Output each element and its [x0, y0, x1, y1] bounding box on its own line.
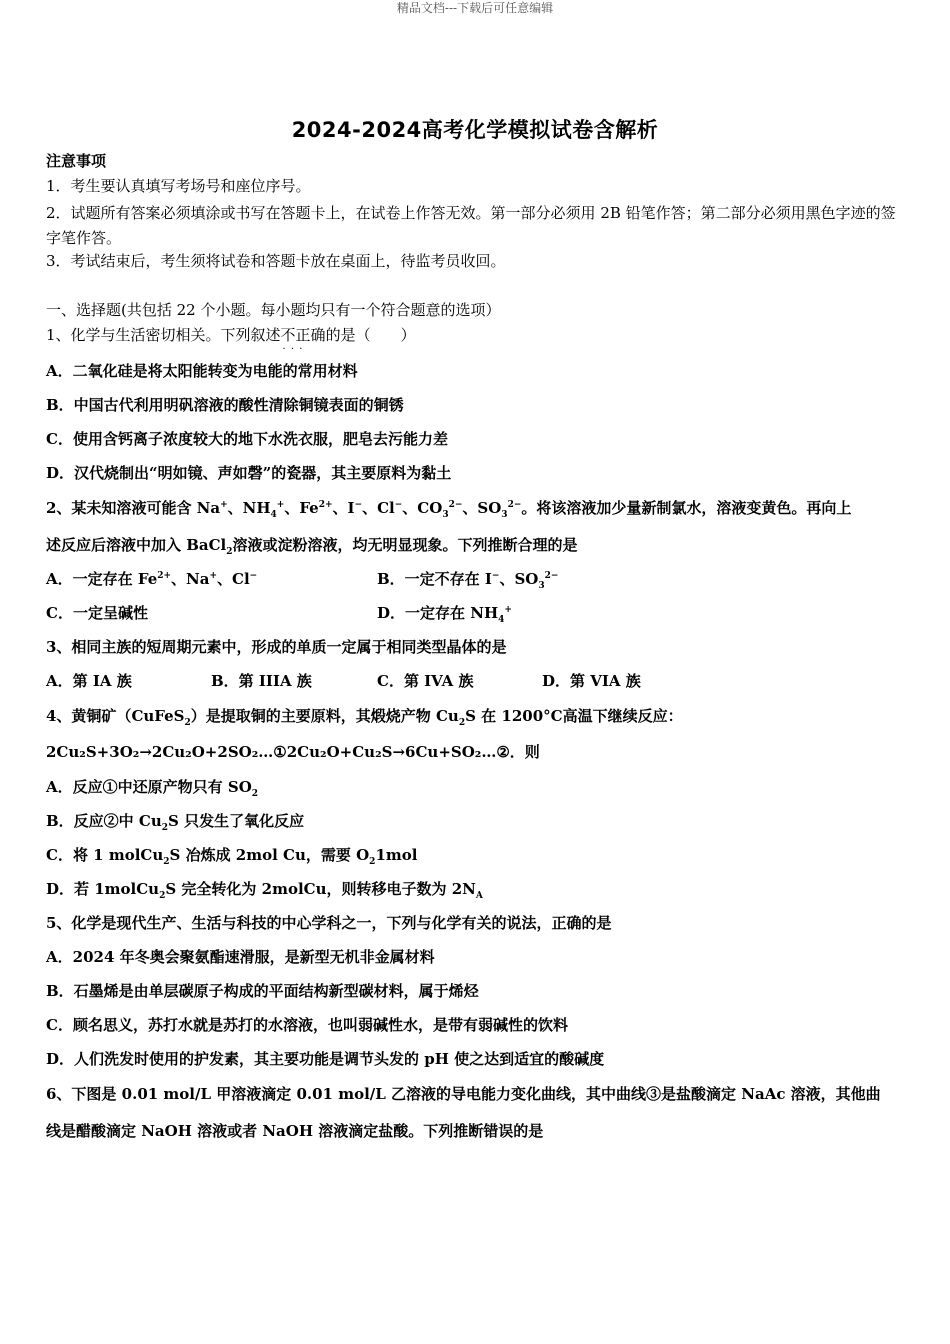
q2-sup: − [491, 571, 500, 581]
q2-text: 、Fe [284, 499, 319, 517]
q2-sup: 2+ [318, 500, 333, 510]
q4-equation: 2Cu₂S+3O₂→2Cu₂O+2SO₂…①2Cu₂O+Cu₂S→6Cu+SO₂…②．则 [46, 743, 540, 761]
q4-sub: 2 [184, 718, 191, 728]
q2-sup: + [276, 500, 285, 510]
q2-sup: + [209, 571, 218, 581]
q2-sub: 2 [226, 547, 233, 557]
q2-option-c: C．一定呈碱性 [46, 604, 148, 622]
notice-heading: 注意事项 [46, 152, 107, 170]
q4-option-d [46, 879, 904, 899]
q5-option-d: D．人们洗发时使用的护发素，其主要功能是调节头发的 pH 使之达到适宜的酸碱度 [46, 1050, 605, 1068]
notice-item-3: 3．考试结束后，考生须将试卷和答题卡放在桌面上，待监考员收回。 [46, 252, 506, 270]
q4-option-b [46, 811, 904, 831]
q2-sub: 4 [498, 615, 505, 625]
q5-option-c: C．顾名思义，苏打水就是苏打的水溶液，也叫弱碱性水，是带有弱碱性的饮料 [46, 1016, 568, 1034]
q4-option-c [46, 845, 904, 865]
q6-stem-line1: 6、下图是 0.01 mol/L 甲溶液滴定 0.01 mol/L 乙溶液的导电能力变化曲线，其中曲线③是盐酸滴定 NaAc 溶液，其他曲 [46, 1085, 881, 1103]
q2-sub: 4 [270, 510, 277, 520]
q4-text: C．将 1 molCu [46, 846, 164, 864]
q2-sub: 3 [501, 510, 508, 520]
q2-sub: 3 [538, 581, 545, 591]
q2-stem-line2 [46, 535, 904, 555]
q2-text: 、SO [499, 570, 539, 588]
q2-sup: − [354, 500, 363, 510]
q3-option-d: D．第 VIA 族 [542, 672, 641, 690]
q2-sub: 3 [442, 510, 449, 520]
q4-text: A．反应①中还原产物只有 SO [46, 778, 252, 796]
q4-sub: 2 [458, 718, 466, 728]
q2-sup: 2+ [157, 571, 172, 581]
q2-option-b [377, 569, 558, 589]
q2-text: 2、某未知溶液可能含 Na [46, 499, 221, 517]
q4-text: B．反应②中 Cu [46, 812, 162, 830]
q2-text: 、CO [402, 499, 443, 517]
q4-text: 4、黄铜矿（CuFeS [46, 707, 185, 725]
q2-sup: 2− [507, 500, 522, 510]
header-note: 精品文档---下载后可任意编辑 [396, 1, 554, 15]
q2-option-d [377, 603, 512, 623]
q2-text: 、NH [227, 499, 271, 517]
q4-sub: 2 [369, 857, 376, 867]
q4-text: 1mol [375, 846, 418, 864]
section-heading: 一、选择题(共包括 22 个小题。每小题均只有一个符合题意的选项） [46, 301, 501, 319]
q4-text: D．若 1molCu [46, 880, 160, 898]
q2-option-a [46, 569, 257, 589]
q1-option-d: D．汉代烧制出“明如镜、声如磬”的瓷器，其主要原料为黏土 [46, 464, 452, 482]
q5-stem: 5、化学是现代生产、生活与科技的中心学科之一，下列与化学有关的说法，正确的是 [46, 914, 612, 932]
q1-stem-b: 的是（ ） [325, 326, 416, 344]
q2-text: 、Cl [362, 499, 395, 517]
q2-sup: 2− [544, 571, 559, 581]
q2-sup: − [249, 571, 258, 581]
q4-text: ）是提取铜的主要原料，其煅烧产物 Cu [190, 707, 459, 725]
q2-text: A．一定存在 Fe [46, 570, 158, 588]
q2-text: 溶液或淀粉溶液，均无明显现象。下列推断合理的是 [232, 536, 578, 554]
q4-option-a [46, 777, 904, 797]
q1-option-c: C．使用含钙离子浓度较大的地下水洗衣服，肥皂去污能力差 [46, 430, 448, 448]
q1-stem-emphasis: 不正确 · · · [281, 326, 326, 344]
q2-text: 。将该溶液加少量新制氯水，溶液变黄色。再向上 [521, 499, 852, 517]
q5-option-a: A．2024 年冬奥会聚氨酯速滑服，是新型无机非金属材料 [46, 948, 435, 966]
q1-stem [46, 325, 904, 345]
q2-sup: − [394, 500, 403, 510]
q5-option-b: B．石墨烯是由单层碳原子构成的平面结构新型碳材料，属于烯烃 [46, 982, 479, 1000]
q3-option-a: A．第 IA 族 [46, 672, 132, 690]
q4-stem [46, 706, 904, 726]
q3-stem: 3、相同主族的短周期元素中，形成的单质一定属于相同类型晶体的是 [46, 638, 507, 656]
q4-sub: 2 [251, 789, 259, 799]
q4-sub: 2 [161, 823, 169, 833]
q4-sub: 2 [163, 857, 170, 867]
q2-text: 、I [332, 499, 355, 517]
q6-stem-line2: 线是醋酸滴定 NaOH 溶液或者 NaOH 溶液滴定盐酸。下列推断错误的是 [46, 1122, 544, 1140]
q2-text: 、Na [171, 570, 210, 588]
q2-text: 述反应后溶液中加入 BaCl [46, 536, 227, 554]
q4-text: S 冶炼成 2mol Cu，需要 O [169, 846, 370, 864]
q2-stem-line1 [46, 498, 904, 518]
q4-text: S 在 1200°C高温下继续反应： [465, 707, 683, 725]
q1-option-b: B．中国古代利用明矾溶液的酸性清除铜镜表面的铜锈 [46, 396, 404, 414]
q2-text: B．一定不存在 I [377, 570, 492, 588]
q4-sub: 2 [159, 891, 166, 901]
notice-item-1: 1．考生要认真填写考场号和座位序号。 [46, 177, 311, 195]
q4-sub: A [475, 891, 483, 901]
q2-sup: 2− [448, 500, 463, 510]
q2-sup: + [504, 605, 512, 615]
q2-sup: + [220, 500, 228, 510]
notice-item-2: 2．试题所有答案必须填涂或书写在答题卡上，在试卷上作答无效。第一部分必须用 2B 铅笔作答；第二部分必须用黑色字迹的签字笔作答。 [46, 204, 896, 247]
q4-text: S 只发生了氧化反应 [168, 812, 305, 830]
q1-option-a: A．二氧化硅是将太阳能转变为电能的常用材料 [46, 362, 358, 380]
q1-stem-a: 1、化学与生活密切相关。下列叙述 [46, 326, 281, 344]
q3-option-b: B．第 IIIA 族 [211, 672, 312, 690]
q4-text: S 完全转化为 2molCu，则转移电子数为 2N [165, 880, 476, 898]
q2-text: 、Cl [217, 570, 250, 588]
q2-text: D．一定存在 NH [377, 604, 499, 622]
q3-option-c: C．第 IVA 族 [377, 672, 474, 690]
page-title: 2024-2024高考化学模拟试卷含解析 [291, 118, 659, 142]
q2-text: 、SO [462, 499, 502, 517]
